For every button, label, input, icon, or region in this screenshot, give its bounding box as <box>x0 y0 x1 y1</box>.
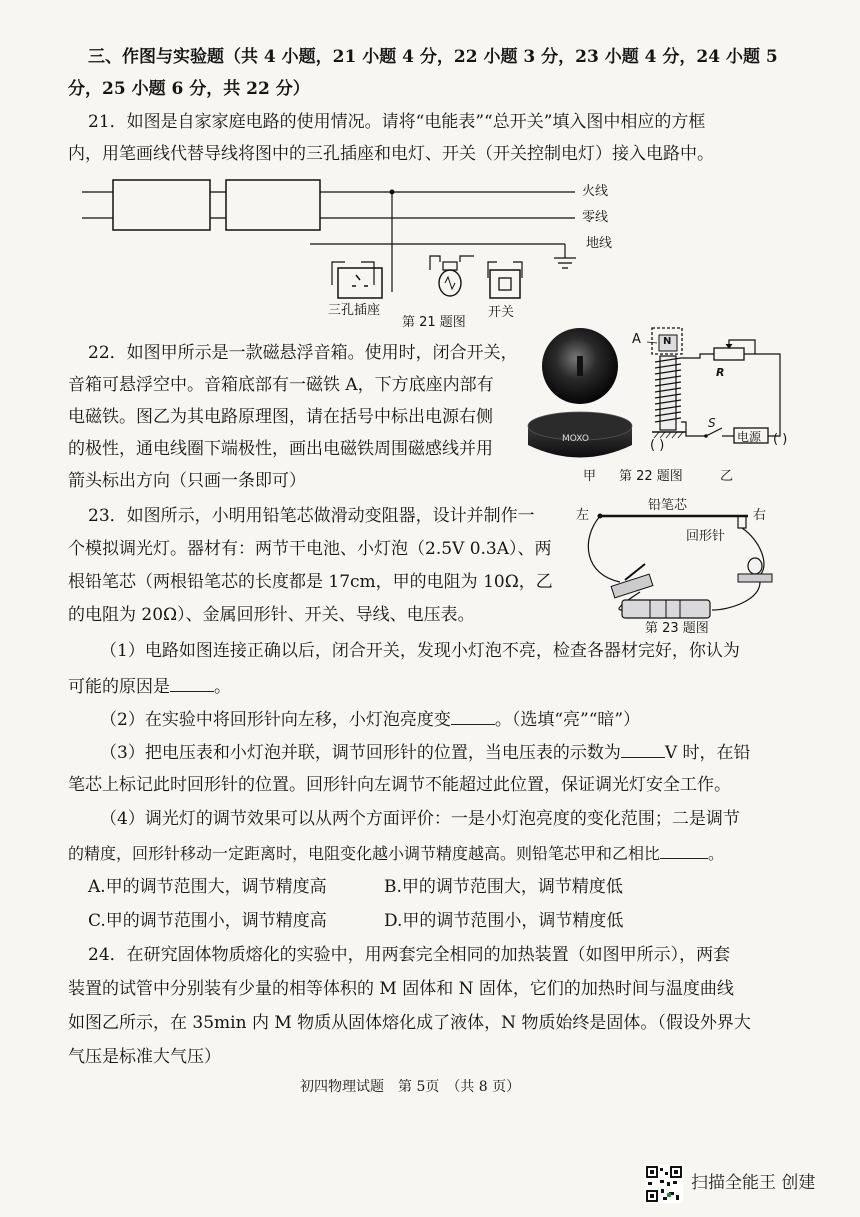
q23-part1-line2 <box>68 675 231 698</box>
q23-option-a: A.甲的调节范围大，调节精度高 <box>88 877 327 897</box>
speaker-brand: MOXO <box>562 434 589 444</box>
magnet-n-label: N <box>663 336 672 347</box>
page-footer: 初四物理试题 第 5页 （共 8 页） <box>300 1079 521 1095</box>
qr-code-icon <box>645 1165 683 1203</box>
section-title-line1: 三、作图与实验题（共 4 小题，21 小题 4 分，22 小题 3 分，23 小题 4 分，24 小题 5 <box>88 47 778 67</box>
neutral-wire-label: 零线 <box>582 210 609 225</box>
q23-text-line1: 23．如图所示，小明用铅笔芯做滑动变阻器，设计并制作一 <box>88 506 535 526</box>
q22-caption-jia: 甲 <box>583 469 597 484</box>
right-label: 右 <box>753 508 767 523</box>
power-source-label: 电源 <box>737 430 762 444</box>
q23-answer-blank-3[interactable] <box>621 741 665 758</box>
q23-answer-blank-2[interactable] <box>451 708 495 725</box>
q22-text-line4: 的极性，通电线圈下端极性，画出电磁铁周围磁感线并用 <box>68 439 493 459</box>
q23-part3-prompt: （3）把电压表和小灯泡并联，调节回形针的位置，当电压表的示数为 <box>100 743 621 763</box>
q22-text-line2: 音箱可悬浮空中。音箱底部有一磁铁 A，下方底座内部有 <box>68 375 494 395</box>
q23-part1-prompt: 可能的原因是 <box>68 677 170 697</box>
q21-text-line2: 内，用笔画线代替导线将图中的三孔插座和电灯、开关（开关控制电灯）接入电路中。 <box>68 144 714 164</box>
q23-part4-line1: （4）调光灯的调节效果可以从两个方面评价：一是小灯泡亮度的变化范围；二是调节 <box>100 809 740 829</box>
q21-caption: 第 21 题图 <box>402 315 466 330</box>
coil-polarity-bracket[interactable]: ( ) <box>650 438 665 453</box>
q23-answer-blank-4[interactable] <box>660 842 708 859</box>
q23-option-c: C.甲的调节范围小，调节精度高 <box>88 911 327 931</box>
q24-text-line2: 装置的试管中分别装有少量的相等体积的 M 固体和 N 固体，它们的加热时间与温度曲线 <box>68 979 734 999</box>
ground-wire-label: 地线 <box>586 236 613 251</box>
q24-text-line1: 24．在研究固体物质熔化的实验中，用两套完全相同的加热装置（如图甲所示），两套 <box>88 945 731 965</box>
q22-text-line5: 箭头标出方向（只画一条即可） <box>68 471 306 491</box>
q22-caption-yi: 乙 <box>720 469 734 484</box>
q22-text-line1: 22．如图甲所示是一款磁悬浮音箱。使用时，闭合开关， <box>88 343 518 363</box>
socket-label: 三孔插座 <box>328 303 381 318</box>
rheostat-r-label: R <box>716 366 725 379</box>
paper-clip-icon <box>738 516 746 528</box>
q23-option-d: D.甲的调节范围小，调节精度低 <box>384 911 624 931</box>
power-polarity-bracket[interactable]: ( ) <box>773 432 788 447</box>
q23-part3-line2: 笔芯上标记此时回形针的位置。回形针向左调节不能超过此位置，保证调光灯安全工作。 <box>68 775 731 795</box>
q23-answer-blank-1[interactable] <box>170 675 214 692</box>
q23-text-line4: 的电阻为 20Ω）、金属回形针、开关、导线、电压表。 <box>68 605 475 625</box>
q23-part4-period: 。 <box>708 844 725 863</box>
switch-label: 开关 <box>488 305 515 320</box>
q21-text-line1: 21．如图是自家家庭电路的使用情况。请将“电能表”“总开关”填入图中相应的方框 <box>88 112 706 132</box>
q23-part2 <box>100 708 640 731</box>
knife-switch-icon <box>611 574 653 598</box>
magnet-a-label: A <box>632 332 641 347</box>
section-title-line2: 分，25 小题 6 分，共 22 分） <box>68 79 310 99</box>
q23-caption: 第 23 题图 <box>645 621 709 636</box>
q23-text-line2: 个模拟调光灯。器材有：两节干电池、小灯泡（2.5V 0.3A）、两 <box>68 539 552 559</box>
q22-text-line3: 电磁铁。图乙为其电路原理图，请在括号中标出电源右侧 <box>68 407 493 427</box>
q23-part1-line1: （1）电路如图连接正确以后，闭合开关，发现小灯泡不亮，检查各器材完好，你认为 <box>100 641 740 661</box>
q24-text-line4: 气压是标准大气压） <box>68 1047 221 1067</box>
q24-text-line3: 如图乙所示，在 35min 内 M 物质从固体熔化成了液体，N 物质始终是固体。（假设外界大 <box>68 1013 751 1033</box>
q22-caption: 第 22 题图 <box>619 469 683 484</box>
paper-clip-label: 回形针 <box>686 529 726 544</box>
q23-part3-line1 <box>100 741 751 764</box>
scanner-watermark: 扫描全能王 创建 <box>691 1173 816 1193</box>
switch-s-label: S <box>708 416 716 430</box>
q23-part1-period: 。 <box>214 677 231 697</box>
pencil-lead-label: 铅笔芯 <box>648 498 688 513</box>
bulb-stand-icon <box>738 574 772 582</box>
left-label: 左 <box>576 508 590 523</box>
q23-text-line3: 根铅笔芯（两根铅笔芯的长度都是 17cm，甲的电阻为 10Ω，乙 <box>68 572 553 592</box>
q23-part2-prompt: （2）在实验中将回形针向左移，小灯泡亮度变 <box>100 710 451 730</box>
q23-part4-line2 <box>68 842 724 865</box>
q23-part4-prompt: 的精度，回形针移动一定距离时，电阻变化越小调节精度越高。则铅笔芯甲和乙相比 <box>68 844 661 863</box>
q23-part3-unit: V 时，在铅 <box>664 743 751 763</box>
q23-part2-hint: 。（选填“亮”“暗”） <box>494 710 641 730</box>
q23-option-b: B.甲的调节范围大，调节精度低 <box>384 877 623 897</box>
live-wire-label: 火线 <box>582 184 609 199</box>
